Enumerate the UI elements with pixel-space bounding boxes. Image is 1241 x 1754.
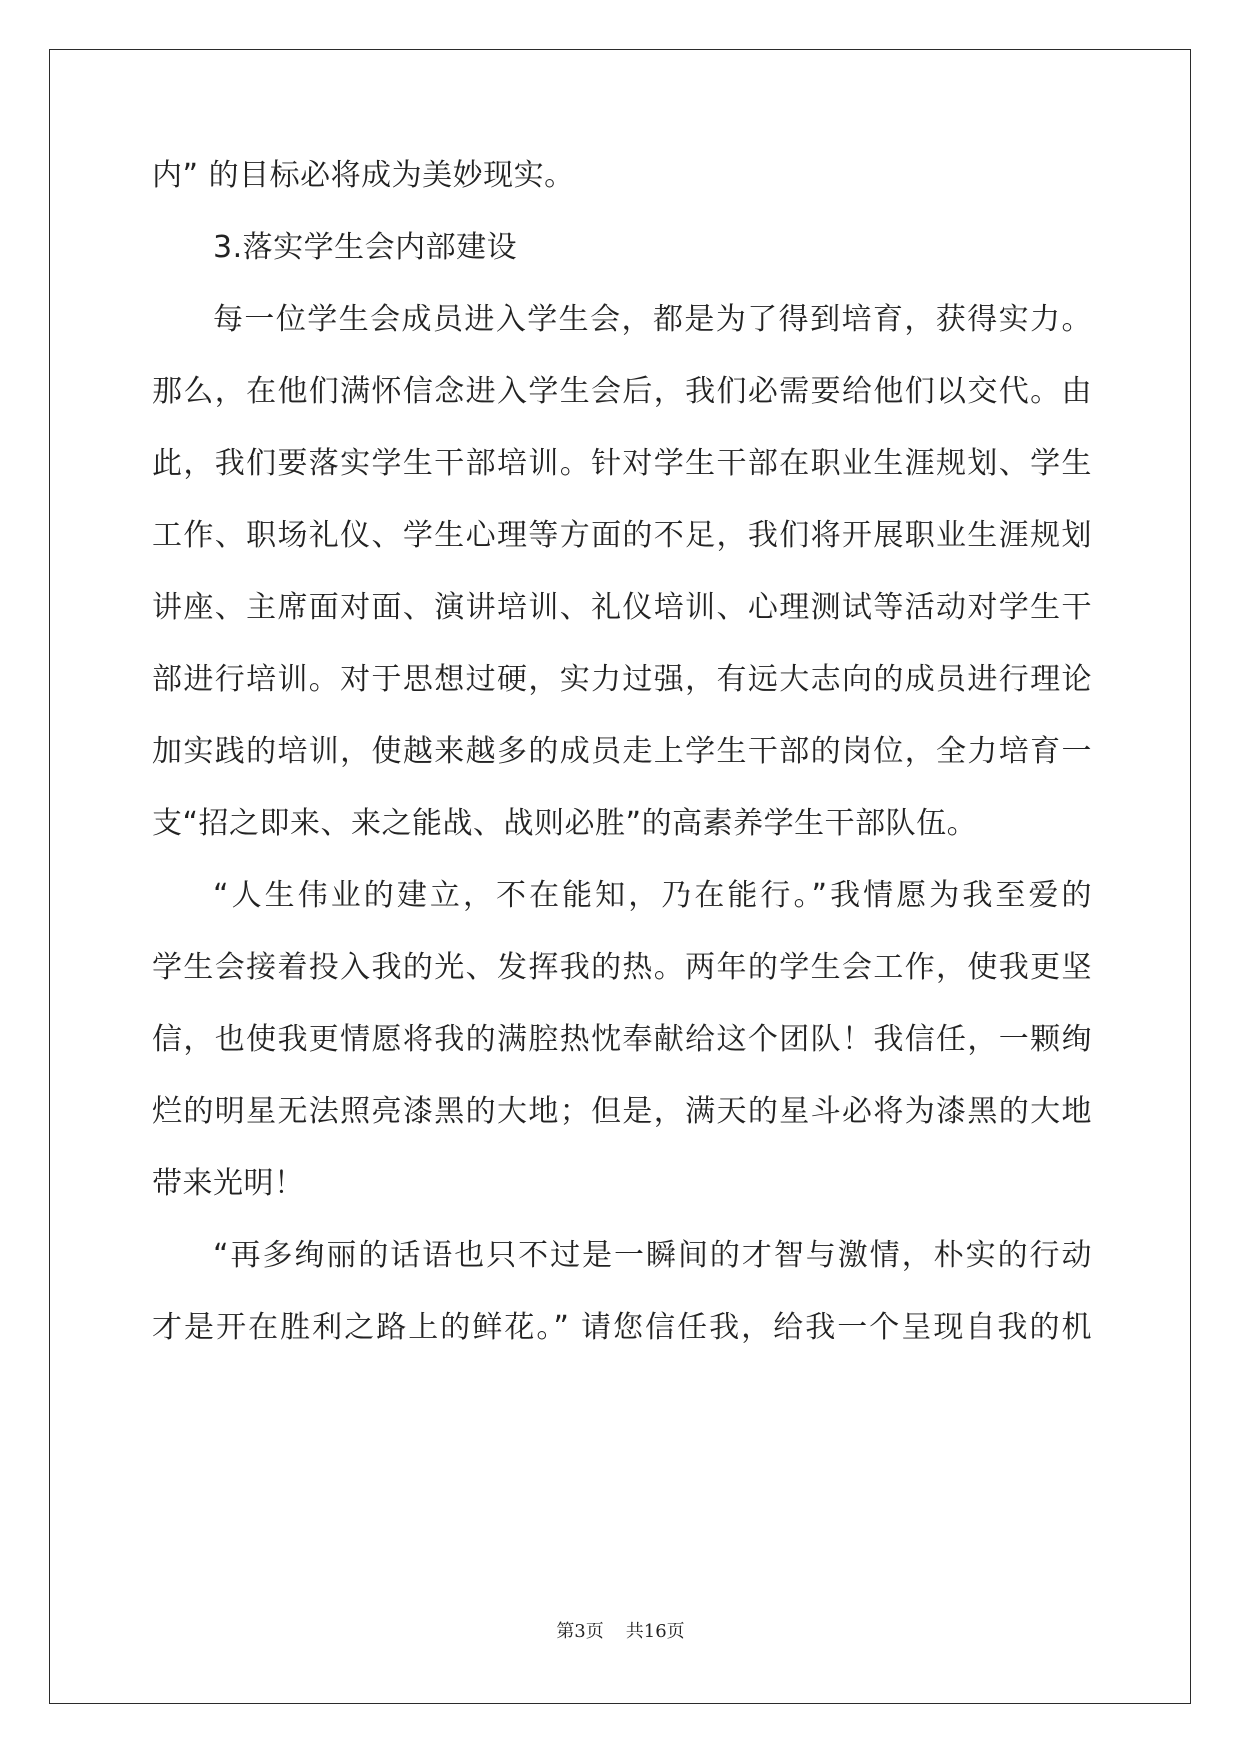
text-line-12: 学生会接着投入我的光、发挥我的热。两年的学生会工作，使我更坚 <box>152 950 1092 985</box>
page-number: 第3页 <box>556 1621 604 1642</box>
text-line-7: 讲座、主席面对面、演讲培训、礼仪培训、心理测试等活动对学生干 <box>152 590 1092 625</box>
text-line-3: 每一位学生会成员进入学生会，都是为了得到培育，获得实力。 <box>213 302 1092 337</box>
text-line-1: 内” 的目标必将成为美妙现实。 <box>152 158 575 193</box>
text-line-15: 带来光明！ <box>152 1166 305 1201</box>
text-line-16: “再多绚丽的话语也只不过是一瞬间的才智与激情，朴实的行动 <box>213 1238 1092 1273</box>
text-line-17: 才是开在胜利之路上的鲜花。” 请您信任我，给我一个呈现自我的机 <box>152 1310 1092 1345</box>
text-line-6: 工作、职场礼仪、学生心理等方面的不足，我们将开展职业生涯规划 <box>152 518 1092 553</box>
text-line-14: 烂的明星无法照亮漆黑的大地；但是，满天的星斗必将为漆黑的大地 <box>152 1094 1092 1129</box>
text-line-9: 加实践的培训，使越来越多的成员走上学生干部的岗位，全力培育一 <box>152 734 1092 769</box>
text-line-10: 支“招之即来、来之能战、战则必胜”的高素养学生干部队伍。 <box>152 806 978 841</box>
page-footer <box>0 1620 1241 1644</box>
text-line-13: 信，也使我更情愿将我的满腔热忱奉献给这个团队！我信任，一颗绚 <box>152 1022 1092 1057</box>
text-line-4: 那么，在他们满怀信念进入学生会后，我们必需要给他们以交代。由 <box>152 374 1092 409</box>
text-line-8: 部进行培训。对于思想过硬，实力过强，有远大志向的成员进行理论 <box>152 662 1092 697</box>
section-heading: 3.落实学生会内部建设 <box>213 230 518 265</box>
text-line-5: 此，我们要落实学生干部培训。针对学生干部在职业生涯规划、学生 <box>152 446 1092 481</box>
page-total: 共16页 <box>625 1621 685 1642</box>
text-line-11: “人生伟业的建立，不在能知，乃在能行。”我情愿为我至爱的 <box>213 878 1092 913</box>
